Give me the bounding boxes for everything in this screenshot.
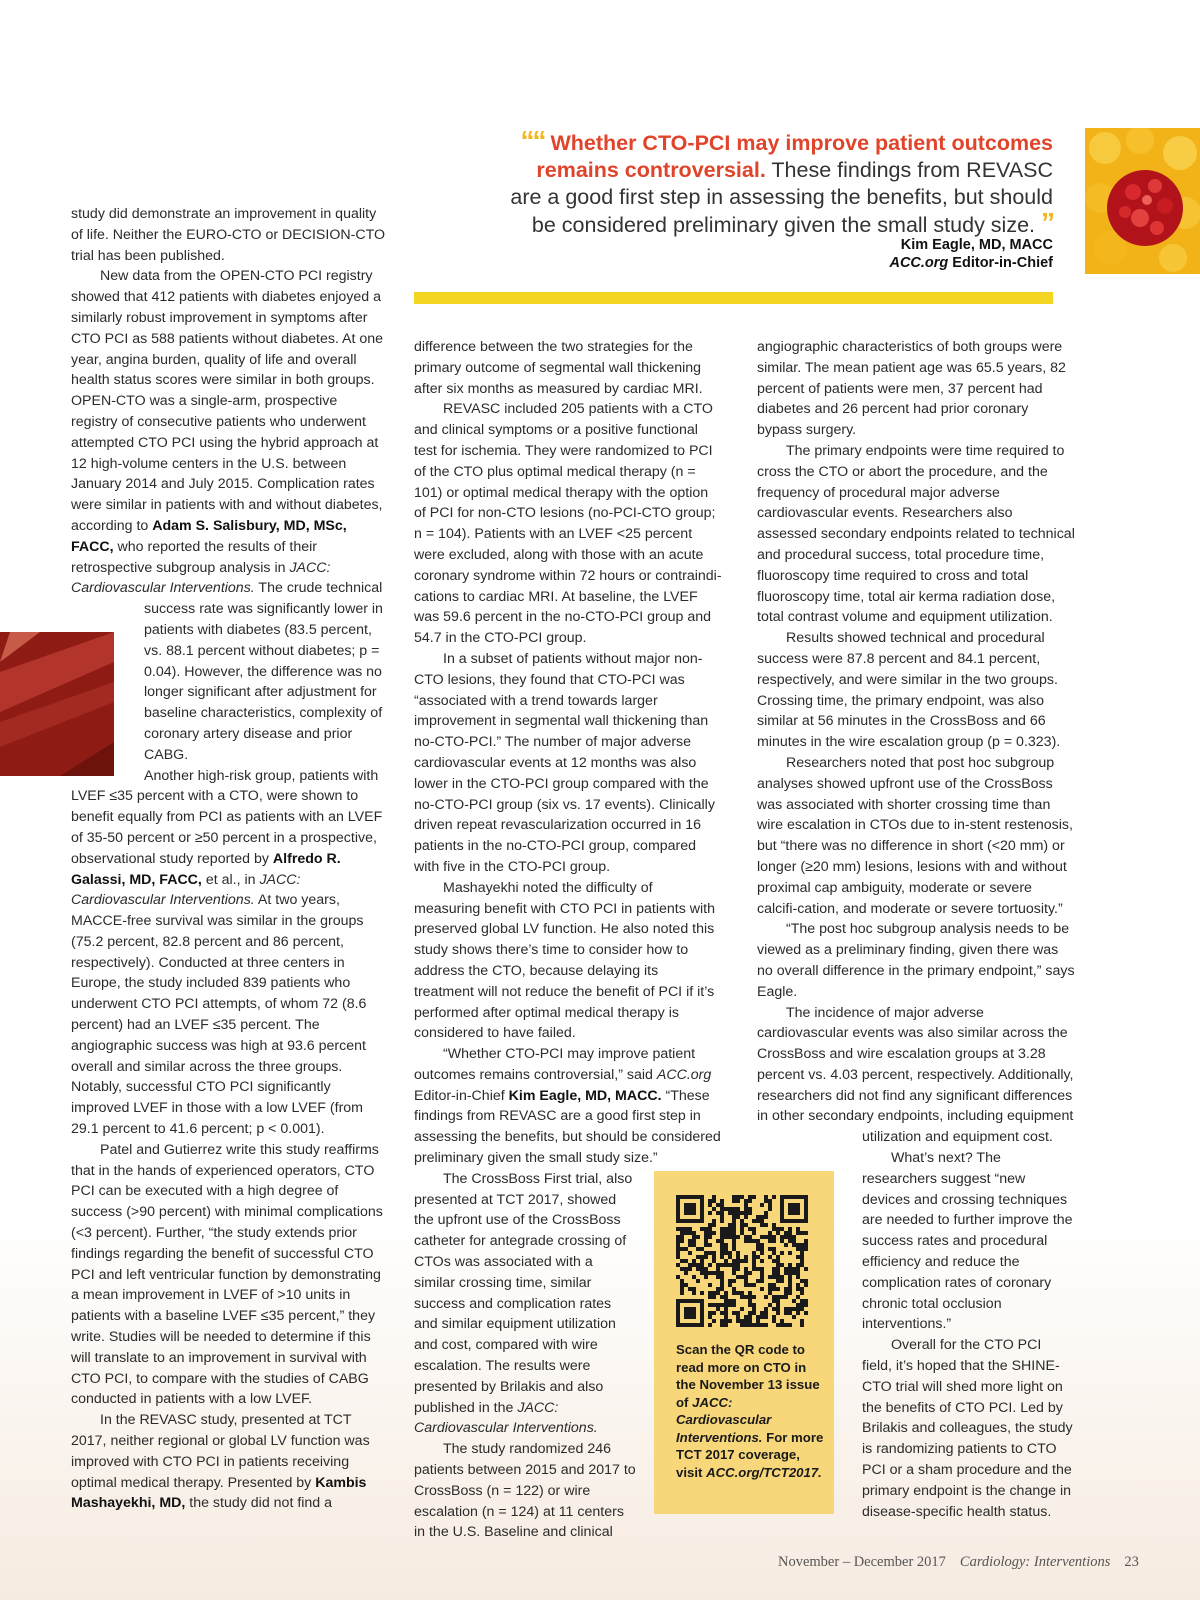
yellow-divider: [414, 292, 1053, 304]
paragraph: In a subset of patients without major non-CTO lesions, they found that CTO-PCI was “associated with a trend towards larger improvement in segmental wall thickening than no-CTO-PCI.” The number of major adverse cardiovascular events at 12 months was also lower in the CTO-PCI group compared with the no-CTO-PCI group (six vs. 17 events). Clinically driven repeat revascularization occurred in 16 patients in the no-CTO-PCI group, compared with five in the CTO-PCI group.: [414, 650, 715, 875]
paragraph: study did demonstrate an improvement in quality of life. Neither the EURO-CTO or DECISION-CTO trial has been published.: [71, 206, 386, 264]
tct-link[interactable]: ACC.org/TCT2017.: [706, 1464, 822, 1480]
paragraph: difference between the two strategies for the primary outcome of segmental wall thickening after six months as measured by cardiac MRI.: [414, 339, 703, 397]
site-name: ACC.org: [656, 1066, 712, 1083]
paragraph: The study randomized 246 patients between 2015 and 2017 to CrossBoss (n = 122) or wire escalation (n = 124) at 11 centers in the U.S. Baseline and clinical: [414, 1441, 636, 1541]
paragraph: angiographic characteristics of both groups were similar. The mean patient age was 65.5 years, 82 percent of patients were men, 37 percent had diabetes and 26 percent had prior coronary bypass surgery.: [757, 339, 1066, 439]
author-name: Alfredo R. Galassi, MD, FACC,: [71, 850, 341, 888]
attribution-role: Editor-in-Chief: [948, 255, 1053, 271]
author-name: Kambis Mashayekhi, MD,: [71, 1474, 367, 1512]
paragraph: utilization and equipment cost.: [862, 1129, 1053, 1146]
paragraph: “The post hoc subgroup analysis needs to be viewed as a preliminary finding, given there was no overall difference in the primary endpoint,” says Eagle.: [757, 921, 1075, 1000]
paragraph: New data from the OPEN-CTO PCI registry showed that 412 patients with diabetes enjoyed a similarly robust improvement in symptoms after CTO PCI as 588 patients without diabetes. At one year, angina burden, quality of life and overall health status scores were similar in both groups. OPEN-CTO was a single-arm, prospective registry of consecutive patients who underwent attempted CTO PCI using the hybrid approach at 12 high-volume centers in the U.S. between January 2014 and July 2015. Complication rates were similar in patients with and without diabetes, according to Adam S. Salisbury, MD, MSc, FACC, who reported the results of their retrospective subgroup analysis in JACC: Cardiovascular Interventions. The crude technical: [71, 268, 384, 597]
pull-quote-accent: Whether CTO-PCI may improve patient outcomes remains controversial.: [536, 131, 1053, 182]
paragraph: What’s next? The researchers suggest “new devices and crossing techniques are needed to further improve the success rates and procedural efficiency and reduce the complication rates of coronary chronic total occlusion interventions.”: [862, 1150, 1073, 1333]
paragraph: The incidence of major adverse cardiovascular events was also similar across the CrossBoss and wire escalation groups at 3.28 percent vs. 4.03 percent, respectively. Additionally, researchers did not find any significant differences in other secondary endpoints, including equipment: [757, 1004, 1074, 1125]
journal-name: JACC: Cardiovascular Interventions.: [676, 1394, 772, 1445]
qr-caption: Scan the QR code to read more on CTO in the November 13 issue of JACC: Cardiovascular Interventions. For more TCT 2017 coverage, visit ACC.org/TCT2017.: [676, 1342, 824, 1480]
paragraph: “Whether CTO-PCI may improve patient outcomes remains controversial,” said ACC.org Editor-in-Chief Kim Eagle, MD, MACC. “These findings from REVASC are a good first step in assessing the benefits, but should be considered preliminary given the small study size.”: [414, 1046, 721, 1167]
author-name: Kim Eagle, MD, MACC.: [508, 1087, 662, 1104]
close-quote-mark: ”: [1041, 207, 1053, 239]
narrow-text-block: [414, 1169, 636, 1543]
paragraph: Mashayekhi noted the difficulty of measuring benefit with CTO PCI in patients with preserved global LV function. He also noted this study shows there’s time to consider how to address the CTO, because delaying its treatment will not reduce the benefit of PCI if it’s performed after optimal medical therapy is considered to have failed.: [414, 879, 715, 1042]
qr-sidebar: [654, 1171, 834, 1514]
paragraph: In the REVASC study, presented at TCT 2017, neither regional or global LV function was improved with CTO PCI in patients receiving optimal medical therapy. Presented by Kambis Mashayekhi, MD, the study did not find a: [71, 1412, 370, 1512]
pull-quote-attribution: [760, 236, 1053, 272]
pull-quote-text: These findings from REVASC are a good first step in assessing the benefits, but should be considered preliminary given the small study size.: [510, 157, 1053, 238]
paragraph: Results showed technical and procedural success were 87.8 percent and 84.1 percent, respectively, and were similar in the two groups. Crossing time, the primary endpoint, was also similar at 56 minutes in the CrossBoss and 66 minutes in the wire escalation group (p = 0.323).: [757, 630, 1061, 751]
pull-quote: [508, 125, 1053, 239]
paragraph-wrapped: success rate was significantly lower in patients with diabetes (83.5 percent, vs. 88.1 percent without diabetes; p = 0.04). However, the difference was no longer significant after adjustment for baseline characteristics, complexity of coronary artery disease and prior CABG.: [144, 601, 383, 763]
paragraph: The CrossBoss First trial, also presented at TCT 2017, showed the upfront use of the CrossBoss catheter for antegrade crossing of CTOs was associated with a similar crossing time, similar success and complication rates and similar equipment utilization and cost, compared with wire escalation. The results were presented by Brilakis and also published in the JACC: Cardiovascular Interventions.: [414, 1170, 633, 1437]
attribution-name: Kim Eagle, MD, MACC: [900, 237, 1053, 253]
issue-date: November – December 2017: [778, 1554, 946, 1570]
wrapped-text-block: [862, 1127, 1075, 1522]
journal-name: JACC: Cardiovascular Interventions.: [71, 871, 301, 909]
journal-name: JACC: Cardiovascular Interventions.: [414, 1399, 598, 1437]
article-column-1: [71, 204, 387, 1514]
qr-code-icon[interactable]: [676, 1195, 808, 1327]
paragraph: Another high-risk group, patients with LVEF ≤35 percent with a CTO, were shown to benefit equally from PCI as patients with an LVEF of 35-50 percent or ≥50 percent in a prospective, observational study reported by Alfredo R. Galassi, MD, FACC, et al., in JACC: Cardiovascular Interventions. At two years, MACCE-free survival was similar in the groups (75.2 percent, 82.8 percent and 86 percent, respectively). Conducted at three centers in Europe, the study included 839 patients who underwent CTO PCI attempts, of whom 72 (8.6 percent) had an LVEF ≤35 percent. The angiographic success was high at 93.6 percent overall and similar across the three groups. Notably, successful CTO PCI significantly improved LVEF in those with a low LVEF (from 29.1 percent to 41.6 percent; p < 0.001).: [71, 767, 383, 1138]
author-name: Adam S. Salisbury, MD, MSc, FACC,: [71, 517, 347, 555]
paragraph: The primary endpoints were time required to cross the CTO or abort the procedure, and the frequency of procedural major adverse cardiovascular events. Researchers also assessed secondary endpoints related to technical and procedural success, total procedure time, fluoroscopy time required to cross and total fluoroscopy time, total air kerma radiation dose, total contrast volume and equipment utilization.: [757, 442, 1075, 626]
page-footer: [778, 1554, 1140, 1571]
paragraph: REVASC included 205 patients with a CTO and clinical symptoms or a positive functional test for ischemia. They were randomized to PCI of the CTO plus optimal medical therapy (n = 101) or optimal medical therapy with the option of PCI for non-CTO lesions (no-PCI-CTO group; n = 104). Patients with an LVEF <25 percent were excluded, along with those with an acute coronary syndrome within 72 hours or contraindi-cations to cardiac MRI. At baseline, the LVEF was 59.6 percent in the no-CTO-PCI group and 54.7 in the CTO-PCI group.: [414, 401, 722, 647]
paragraph: Overall for the CTO PCI field, it’s hoped that the SHINE-CTO trial will shed more light on the benefits of CTO PCI. Led by Brilakis and colleagues, the study is randomizing patients to CTO PCI or a sham procedure and the primary endpoint is the change in disease-specific health status.: [862, 1337, 1073, 1520]
open-quote-mark: ““: [520, 125, 545, 156]
paragraph: Patel and Gutierrez write this study reaffirms that in the hands of experienced operators, CTO PCI can be executed with a high degree of success (>90 percent) with minimal complications (<3 percent). Further, “the study extends prior findings regarding the benefit of successful CTO PCI and left ventricular function by demonstrating a mean improvement in LVEF of >10 units in patients with a baseline LVEF ≤35 percent,” they write. Studies will be needed to determine if this will translate to an improvement in survival with CTO PCI, to compare with the studies of CABG conducted in patients with a low LVEF.: [71, 1141, 383, 1408]
attribution-site: ACC.org: [889, 255, 949, 271]
page-number: 23: [1124, 1554, 1139, 1570]
decorative-image-top-right: [1085, 128, 1200, 274]
paragraph: Researchers noted that post hoc subgroup analyses showed upfront use of the CrossBoss was associated with shorter crossing time than wire escalation in CTOs due to in-stent restenosis, but “there was no difference in short (<20 mm) or longer (≥20 mm) lesions, lesions with and without proximal cap ambiguity, moderate or severe calcifi-cation, and moderate or severe tortuosity.”: [757, 754, 1073, 917]
journal-name: JACC: Cardiovascular Interventions.: [71, 559, 331, 597]
magazine-title: Cardiology: Interventions: [959, 1554, 1111, 1570]
